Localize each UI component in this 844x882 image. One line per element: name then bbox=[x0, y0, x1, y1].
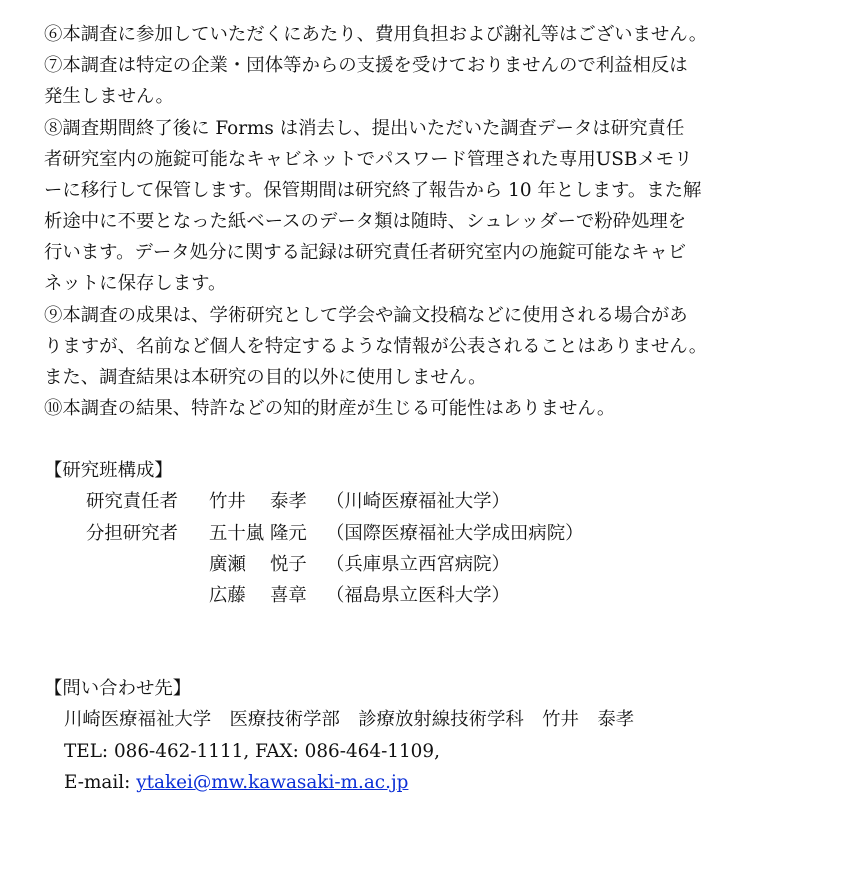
member-affiliation: （兵庫県立西宮病院） bbox=[326, 554, 510, 575]
member-affiliation: （川崎医療福祉大学） bbox=[326, 491, 510, 512]
member-role: 研究責任者 bbox=[86, 491, 178, 512]
item-8-line-1: ⑧調査期間終了後に Forms は消去し、提出いただいた調査データは研究責任 bbox=[44, 118, 685, 139]
member-role: 分担研究者 bbox=[86, 523, 178, 544]
member-name: 廣瀬 悦子 bbox=[209, 554, 307, 575]
member-name: 五十嵐 隆元 bbox=[209, 523, 307, 544]
item-7-line-2: 発生しません。 bbox=[44, 86, 174, 107]
item-8-line-3: ーに移行して保管します。保管期間は研究終了報告から 10 年とします。また解 bbox=[44, 180, 702, 201]
member-affiliation: （福島県立医科大学） bbox=[326, 585, 510, 606]
item-8-line-4: 析途中に不要となった紙ベースのデータ類は随時、シュレッダーで粉砕処理を bbox=[44, 211, 687, 232]
member-name: 竹井 泰孝 bbox=[209, 491, 307, 512]
item-9-line-2: りますが、名前など個人を特定するような情報が公表されることはありません。 bbox=[44, 336, 708, 357]
contact-organization: 川崎医療福祉大学 医療技術学部 診療放射線技術学科 竹井 泰孝 bbox=[64, 709, 635, 730]
item-10-line-1: ⑩本調査の結果、特許などの知的財産が生じる可能性はありません。 bbox=[44, 398, 616, 419]
contact-heading: 【問い合わせ先】 bbox=[44, 678, 192, 699]
contact-email-row bbox=[64, 771, 408, 795]
email-link[interactable]: ytakei@mw.kawasaki-m.ac.jp bbox=[136, 772, 409, 793]
member-affiliation: （国際医療福祉大学成田病院） bbox=[326, 523, 584, 544]
item-8-line-2: 者研究室内の施錠可能なキャビネットでパスワード管理された専用USBメモリ bbox=[44, 149, 693, 170]
email-label: E-mail: bbox=[64, 772, 137, 793]
item-8-line-5: 行います。データ処分に関する記録は研究責任者研究室内の施錠可能なキャビ bbox=[44, 242, 687, 263]
item-9-line-1: ⑨本調査の成果は、学術研究として学会や論文投稿などに使用される場合があ bbox=[44, 305, 688, 326]
item-8-line-6: ネットに保存します。 bbox=[44, 273, 227, 294]
team-heading: 【研究班構成】 bbox=[44, 460, 173, 481]
member-name: 広藤 喜章 bbox=[209, 585, 307, 606]
contact-phone-fax: TEL: 086-462-1111, FAX: 086-464-1109, bbox=[64, 741, 440, 762]
item-6-line-1: ⑥本調査に参加していただくにあたり、費用負担および謝礼等はございません。 bbox=[44, 24, 708, 45]
item-9-line-3: また、調査結果は本研究の目的以外に使用しません。 bbox=[44, 367, 487, 388]
item-7-line-1: ⑦本調査は特定の企業・団体等からの支援を受けておりませんので利益相反は bbox=[44, 55, 688, 76]
